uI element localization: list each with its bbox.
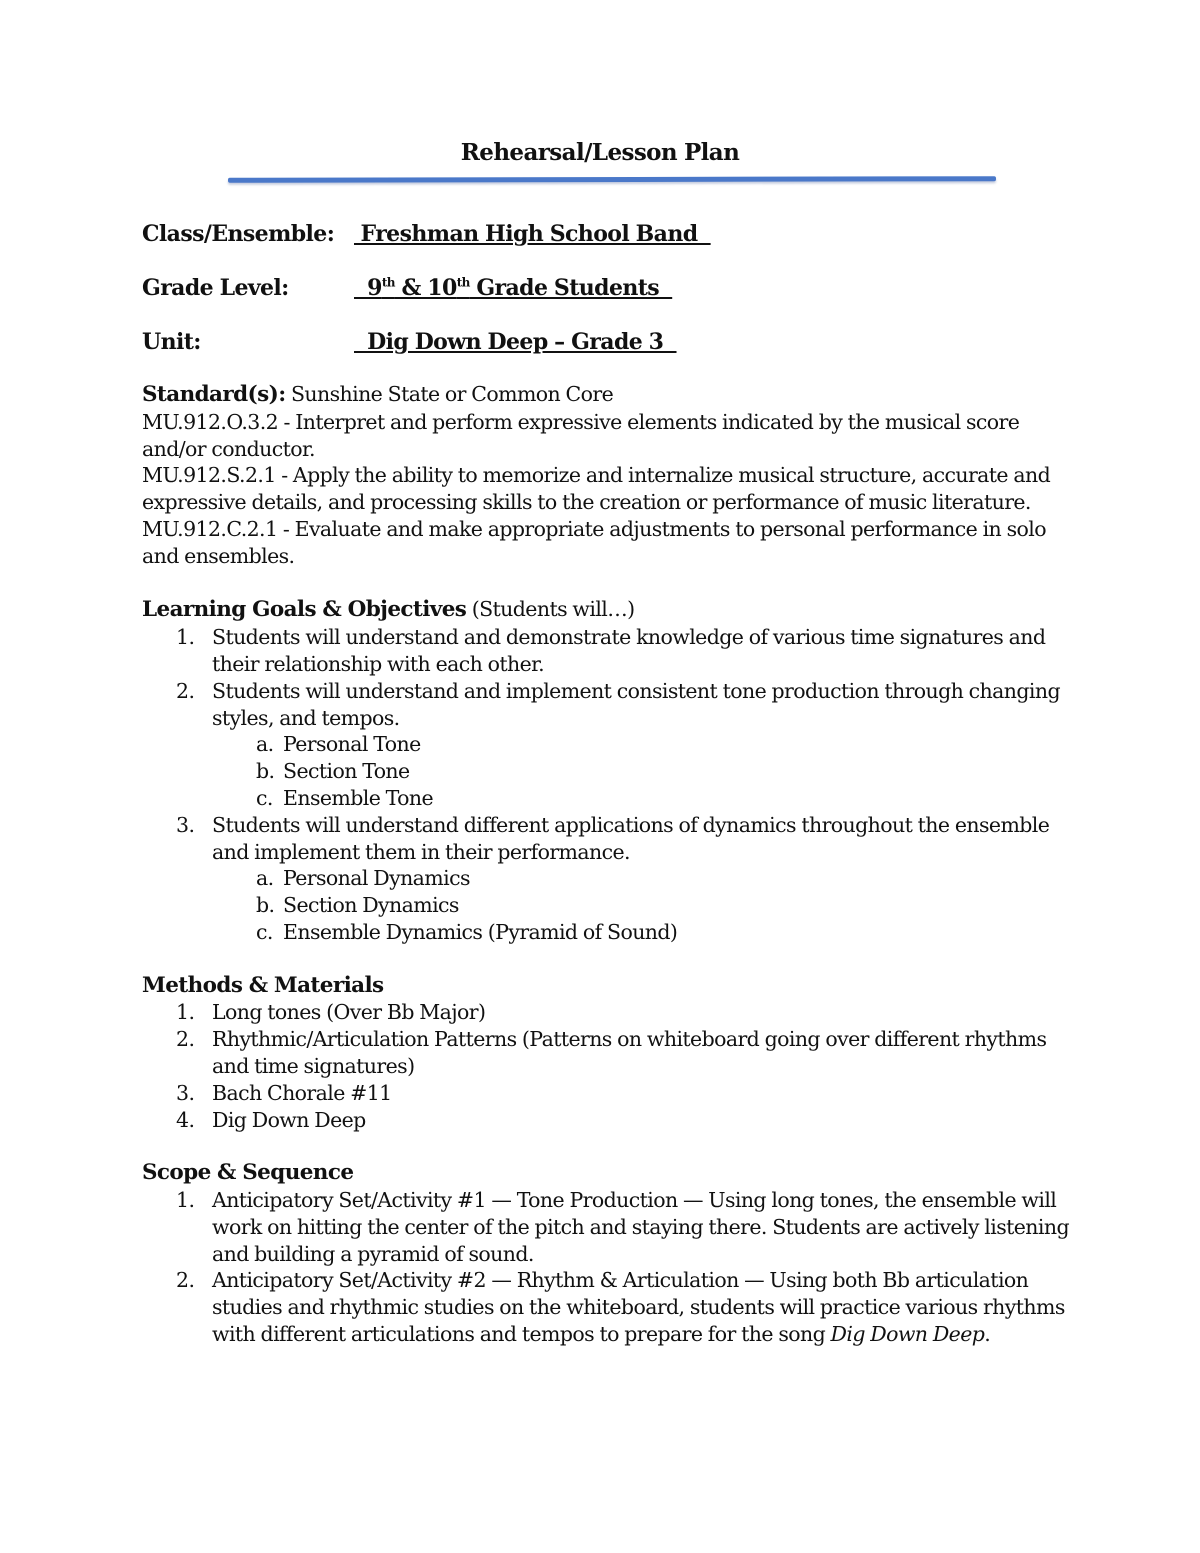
standard-item: MU.912.S.2.1 - Apply the ability to memorize and internalize musical structure, accurate and expressive details, and processing skills to the creation or performance of music literature. bbox=[142, 463, 1051, 515]
learning-goals-heading: Learning Goals & Objectives bbox=[142, 597, 467, 623]
list-item-text: Anticipatory Set/Activity #2 — Rhythm & Articulation — Using both Bb articulation studies and rhythmic studies on the whiteboard, students will practice various rhythms with different articulations and tempos to prepare for the song bbox=[212, 1268, 1065, 1346]
class-ensemble-field bbox=[142, 221, 711, 247]
methods-heading: Methods & Materials bbox=[142, 972, 384, 998]
standard-item: MU.912.C.2.1 - Evaluate and make appropriate adjustments to personal performance in solo and ensembles. bbox=[142, 516, 1046, 568]
sub-list-item-text: Ensemble Tone bbox=[283, 785, 434, 810]
grade-level-part: Grade Students bbox=[469, 275, 673, 301]
document-title: Rehearsal/Lesson Plan bbox=[460, 139, 740, 166]
list-item-text: Students will understand different applications of dynamics throughout the ensemble and implement them in their performance. bbox=[212, 812, 1050, 864]
grade-level-part: & 10 bbox=[394, 275, 457, 301]
sub-list bbox=[212, 731, 1072, 811]
list-item bbox=[142, 624, 1072, 678]
list-item-text: Rhythmic/Articulation Patterns (Patterns on whiteboard going over different rhythms and time signatures) bbox=[212, 1027, 1047, 1078]
unit-field bbox=[142, 329, 677, 355]
sub-list-item-text: Personal Tone bbox=[283, 732, 421, 757]
sub-list-item-text: Personal Dynamics bbox=[283, 866, 470, 891]
list-number: 3. bbox=[176, 812, 195, 837]
sub-list-item bbox=[212, 919, 1072, 946]
list-item bbox=[142, 1107, 1072, 1134]
scope-sequence-list bbox=[142, 1187, 1072, 1348]
list-item bbox=[142, 1187, 1072, 1267]
grade-level-field bbox=[142, 275, 672, 301]
sub-list-letter: a. bbox=[256, 732, 274, 757]
standard-item: MU.912.O.3.2 - Interpret and perform expressive elements indicated by the musical score and/or conductor. bbox=[142, 409, 1020, 461]
sub-list-letter: a. bbox=[256, 866, 274, 891]
sub-list-letter: b. bbox=[256, 759, 275, 784]
list-number: 2. bbox=[176, 678, 195, 703]
learning-goals-list bbox=[142, 624, 1072, 946]
list-item-text: Students will understand and demonstrate knowledge of various time signatures and their relationship with each other. bbox=[212, 625, 1046, 676]
standards-heading: Standard(s): bbox=[142, 382, 286, 407]
grade-level-label: Grade Level: bbox=[142, 275, 289, 301]
methods-section bbox=[142, 973, 1072, 1134]
list-item bbox=[142, 678, 1072, 812]
title-underline-rule bbox=[228, 176, 996, 183]
scope-sequence-section bbox=[142, 1160, 1072, 1348]
list-item-text: Anticipatory Set/Activity #1 — Tone Production — Using long tones, the ensemble will work on hitting the center of the pitch and staying there. Students are actively listening and building a pyramid of sound. bbox=[212, 1187, 1069, 1266]
standards-heading-line bbox=[142, 381, 1072, 409]
sub-list-item bbox=[212, 865, 1072, 892]
methods-list bbox=[142, 999, 1072, 1133]
sub-list-item bbox=[212, 731, 1072, 758]
learning-goals-suffix: (Students will…) bbox=[466, 597, 635, 622]
list-item bbox=[142, 1080, 1072, 1107]
list-item bbox=[142, 1267, 1072, 1347]
sub-list-letter: c. bbox=[256, 919, 273, 944]
list-number: 4. bbox=[176, 1107, 195, 1132]
list-item-text: Students will understand and implement consistent tone production through changing styles, and tempos. bbox=[212, 678, 1060, 730]
list-item-text: Bach Chorale #11 bbox=[212, 1080, 392, 1105]
sub-list-item bbox=[212, 892, 1072, 919]
sub-list-item bbox=[212, 758, 1072, 785]
list-item bbox=[142, 1026, 1072, 1080]
sub-list-letter: b. bbox=[256, 893, 275, 918]
grade-level-superscript: th bbox=[456, 275, 470, 290]
sub-list-item bbox=[212, 785, 1072, 812]
lesson-plan-body bbox=[142, 381, 1072, 1348]
list-item-text: Dig Down Deep bbox=[212, 1107, 366, 1132]
scope-sequence-heading: Scope & Sequence bbox=[142, 1160, 354, 1186]
learning-goals-heading-line bbox=[142, 596, 1072, 624]
list-number: 2. bbox=[176, 1027, 195, 1052]
class-ensemble-value: Freshman High School Band bbox=[354, 221, 711, 247]
grade-level-superscript: th bbox=[381, 275, 395, 290]
grade-level-value bbox=[354, 275, 672, 301]
list-item bbox=[142, 812, 1072, 946]
song-title: Dig Down Deep bbox=[830, 1321, 985, 1346]
sub-list-item-text: Section Dynamics bbox=[283, 893, 459, 918]
grade-level-part: 9 bbox=[354, 275, 382, 301]
class-ensemble-label: Class/Ensemble: bbox=[142, 221, 335, 247]
standards-intro: Sunshine State or Common Core bbox=[285, 382, 614, 406]
unit-label: Unit: bbox=[142, 329, 201, 355]
list-number: 1. bbox=[176, 625, 195, 650]
learning-goals-section bbox=[142, 596, 1072, 945]
list-number: 2. bbox=[176, 1268, 195, 1293]
list-number: 3. bbox=[176, 1080, 195, 1105]
unit-value: Dig Down Deep – Grade 3 bbox=[354, 329, 677, 355]
list-item-text: Long tones (Over Bb Major) bbox=[212, 1000, 486, 1025]
sub-list bbox=[212, 865, 1072, 945]
sub-list-letter: c. bbox=[256, 785, 273, 810]
list-number: 1. bbox=[176, 1187, 195, 1212]
list-item-text: . bbox=[984, 1321, 991, 1346]
sub-list-item-text: Section Tone bbox=[283, 759, 410, 784]
list-number: 1. bbox=[176, 1000, 195, 1025]
standards-section bbox=[142, 381, 1072, 570]
sub-list-item-text: Ensemble Dynamics (Pyramid of Sound) bbox=[283, 919, 678, 944]
list-item bbox=[142, 999, 1072, 1026]
